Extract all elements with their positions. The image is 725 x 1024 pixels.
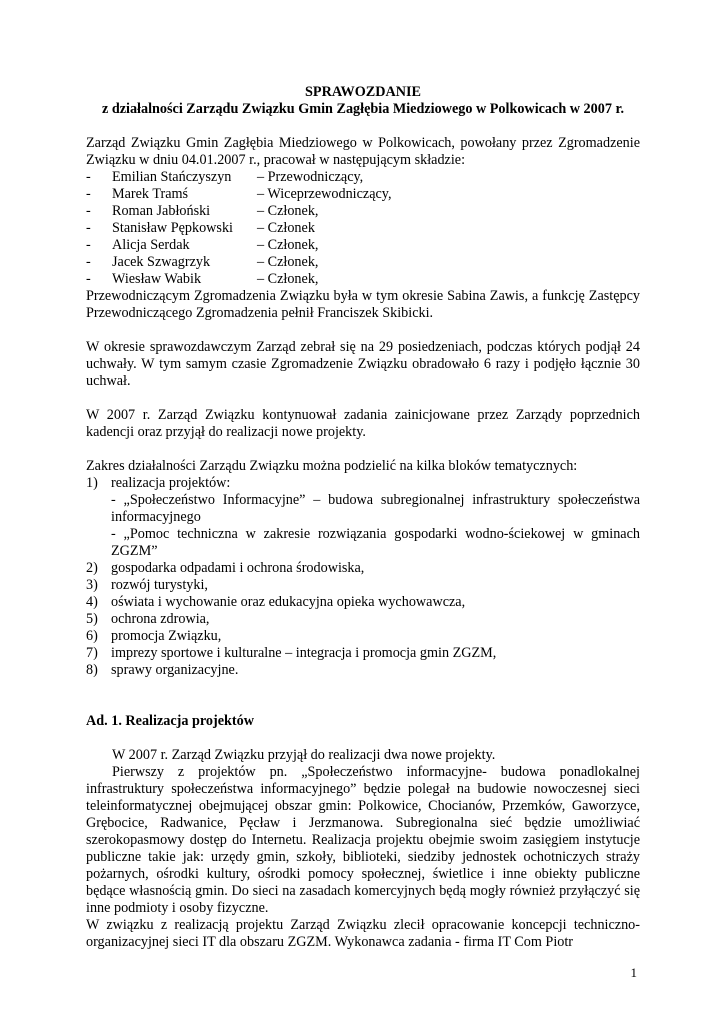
member-name: Emilian Stańczyszyn	[112, 169, 232, 185]
subproject-item: - „Pomoc techniczna w zakresie rozwiązania gospodarki wodno-ściekowej w gminach ZGZM”	[111, 526, 640, 559]
list-dash: -	[86, 271, 91, 287]
board-member	[86, 169, 640, 186]
subproject-item: - „Społeczeństwo Informacyjne” – budowa subregionalnej infrastruktury społeczeństwa informacyjnego	[111, 492, 640, 525]
topic-body	[111, 645, 640, 662]
member-role: – Członek	[257, 220, 315, 236]
topic-list	[86, 475, 640, 679]
topic-number: 5)	[86, 611, 98, 627]
topic-item	[86, 645, 640, 662]
topic-body	[111, 475, 640, 492]
topic-number: 1)	[86, 475, 98, 491]
section-heading: Ad. 1. Realizacja projektów	[86, 713, 254, 729]
meetings-paragraph: W okresie sprawozdawczym Zarząd zebrał się na 29 posiedzeniach, podczas których podjął 24 uchwały. W tym samym czasie Zgromadzenie Związku obradowało 6 razy i podjęło łącznie 30 uchwał.	[86, 339, 640, 389]
topic-text: gospodarka odpadami i ochrona środowiska,	[111, 560, 365, 576]
scope-intro: Zakres działalności Zarządu Związku można podzielić na kilka bloków tematycznych:	[86, 458, 578, 474]
topic-item	[86, 594, 640, 611]
continuation-paragraph: W 2007 r. Zarząd Związku kontynuował zadania zainicjowane przez Zarządy poprzednich kadencji oraz przyjął do realizacji nowe projekty.	[86, 407, 640, 440]
member-role: – Członek,	[257, 203, 319, 219]
topic-number: 2)	[86, 560, 98, 576]
topic-body	[111, 560, 640, 577]
board-member	[86, 186, 640, 203]
topic-number: 8)	[86, 662, 98, 678]
report-title: SPRAWOZDANIE	[305, 84, 421, 100]
list-dash: -	[86, 237, 91, 253]
list-dash: -	[86, 220, 91, 236]
topic-number: 6)	[86, 628, 98, 644]
board-member	[86, 220, 640, 237]
member-name: Marek Tramś	[112, 186, 189, 202]
report-subtitle: z działalności Zarządu Związku Gmin Zagłębia Miedziowego w Polkowicach w 2007 r.	[101, 101, 625, 117]
member-name: Jacek Szwagrzyk	[112, 254, 211, 270]
topic-body	[111, 594, 640, 611]
member-name: Wiesław Wabik	[112, 271, 202, 287]
topic-body	[111, 662, 640, 679]
member-role: – Przewodniczący,	[257, 169, 364, 185]
list-dash: -	[86, 203, 91, 219]
member-role: – Członek,	[257, 237, 319, 253]
topic-item	[86, 628, 640, 645]
board-members-list	[86, 169, 640, 288]
topic-text: sprawy organizacyjne.	[111, 662, 239, 678]
topic-number: 7)	[86, 645, 98, 661]
member-role: – Członek,	[257, 271, 319, 287]
topic-text: realizacja projektów:	[111, 475, 231, 491]
list-dash: -	[86, 169, 91, 185]
topic-item	[86, 475, 640, 492]
member-role: – Członek,	[257, 254, 319, 270]
topic-item	[86, 662, 640, 679]
intro-paragraph: Zarząd Związku Gmin Zagłębia Miedziowego w Polkowicach, powołany przez Zgromadzenie Związku w dniu 04.01.2007 r., pracował w następującym składzie:	[86, 135, 640, 168]
topic-item	[86, 611, 640, 628]
topic-number: 3)	[86, 577, 98, 593]
topic-text: imprezy sportowe i kulturalne – integracja i promocja gmin ZGZM,	[111, 645, 497, 661]
topic-number: 4)	[86, 594, 98, 610]
document-page	[86, 84, 640, 951]
board-member	[86, 254, 640, 271]
section-paragraph-3: W związku z realizacją projektu Zarząd Związku zlecił opracowanie koncepcji techniczno-organizacyjnej sieci IT dla obszaru ZGZM. Wykonawca zadania - firma IT Com Piotr	[86, 917, 640, 950]
list-dash: -	[86, 186, 91, 202]
board-member	[86, 237, 640, 254]
member-name: Stanisław Pępkowski	[112, 220, 233, 236]
topic-text: promocja Związku,	[111, 628, 222, 644]
topic-body	[111, 577, 640, 594]
topic-item	[86, 560, 640, 577]
topic-body	[111, 611, 640, 628]
chair-paragraph: Przewodniczącym Zgromadzenia Związku była w tym okresie Sabina Zawis, a funkcję Zastępcy Przewodniczącego Zgromadzenia pełnił Franciszek Skibicki.	[86, 288, 640, 321]
member-name: Alicja Serdak	[112, 237, 190, 253]
topic-body	[111, 628, 640, 645]
board-member	[86, 203, 640, 220]
member-role: – Wiceprzewodniczący,	[257, 186, 392, 202]
section-paragraph-1: W 2007 r. Zarząd Związku przyjął do realizacji dwa nowe projekty.	[112, 747, 496, 763]
section-paragraph-2: Pierwszy z projektów pn. „Społeczeństwo informacyjne- budowa ponadlokalnej infrastruktury społeczeństwa informacyjnego” będzie polegał na budowie nowoczesnej sieci teleinformatycznej obejmującej obszar gmin: Polkowice, Chocianów, Przemków, Gaworzyce, Grębocice, Radwanice, Pęcław i Jerzmanowa. Subregionalna sieć będzie umożliwiać szerokopasmowy dostęp do Internetu. Realizacja projektu obejmie swoim zasięgiem instytucje publiczne takie jak: urzędy gmin, szkoły, biblioteki, siedziby jednostek ochotniczych straży pożarnych, ośrodki kultury, ośrodki pomocy społecznej, świetlice i inne obiekty publiczne będące własnością gmin. Do sieci na zasadach komercyjnych będą mogły również przyłączyć się inne podmioty i osoby fizyczne.	[86, 764, 640, 916]
list-dash: -	[86, 254, 91, 270]
subproject-list	[86, 492, 640, 560]
topic-text: oświata i wychowanie oraz edukacyjna opieka wychowawcza,	[111, 594, 466, 610]
page-number: 1	[630, 965, 637, 980]
subproject-block	[86, 492, 640, 560]
topic-item	[86, 577, 640, 594]
topic-text: rozwój turystyki,	[111, 577, 208, 593]
member-name: Roman Jabłoński	[112, 203, 211, 219]
topic-text: ochrona zdrowia,	[111, 611, 210, 627]
board-member	[86, 271, 640, 288]
